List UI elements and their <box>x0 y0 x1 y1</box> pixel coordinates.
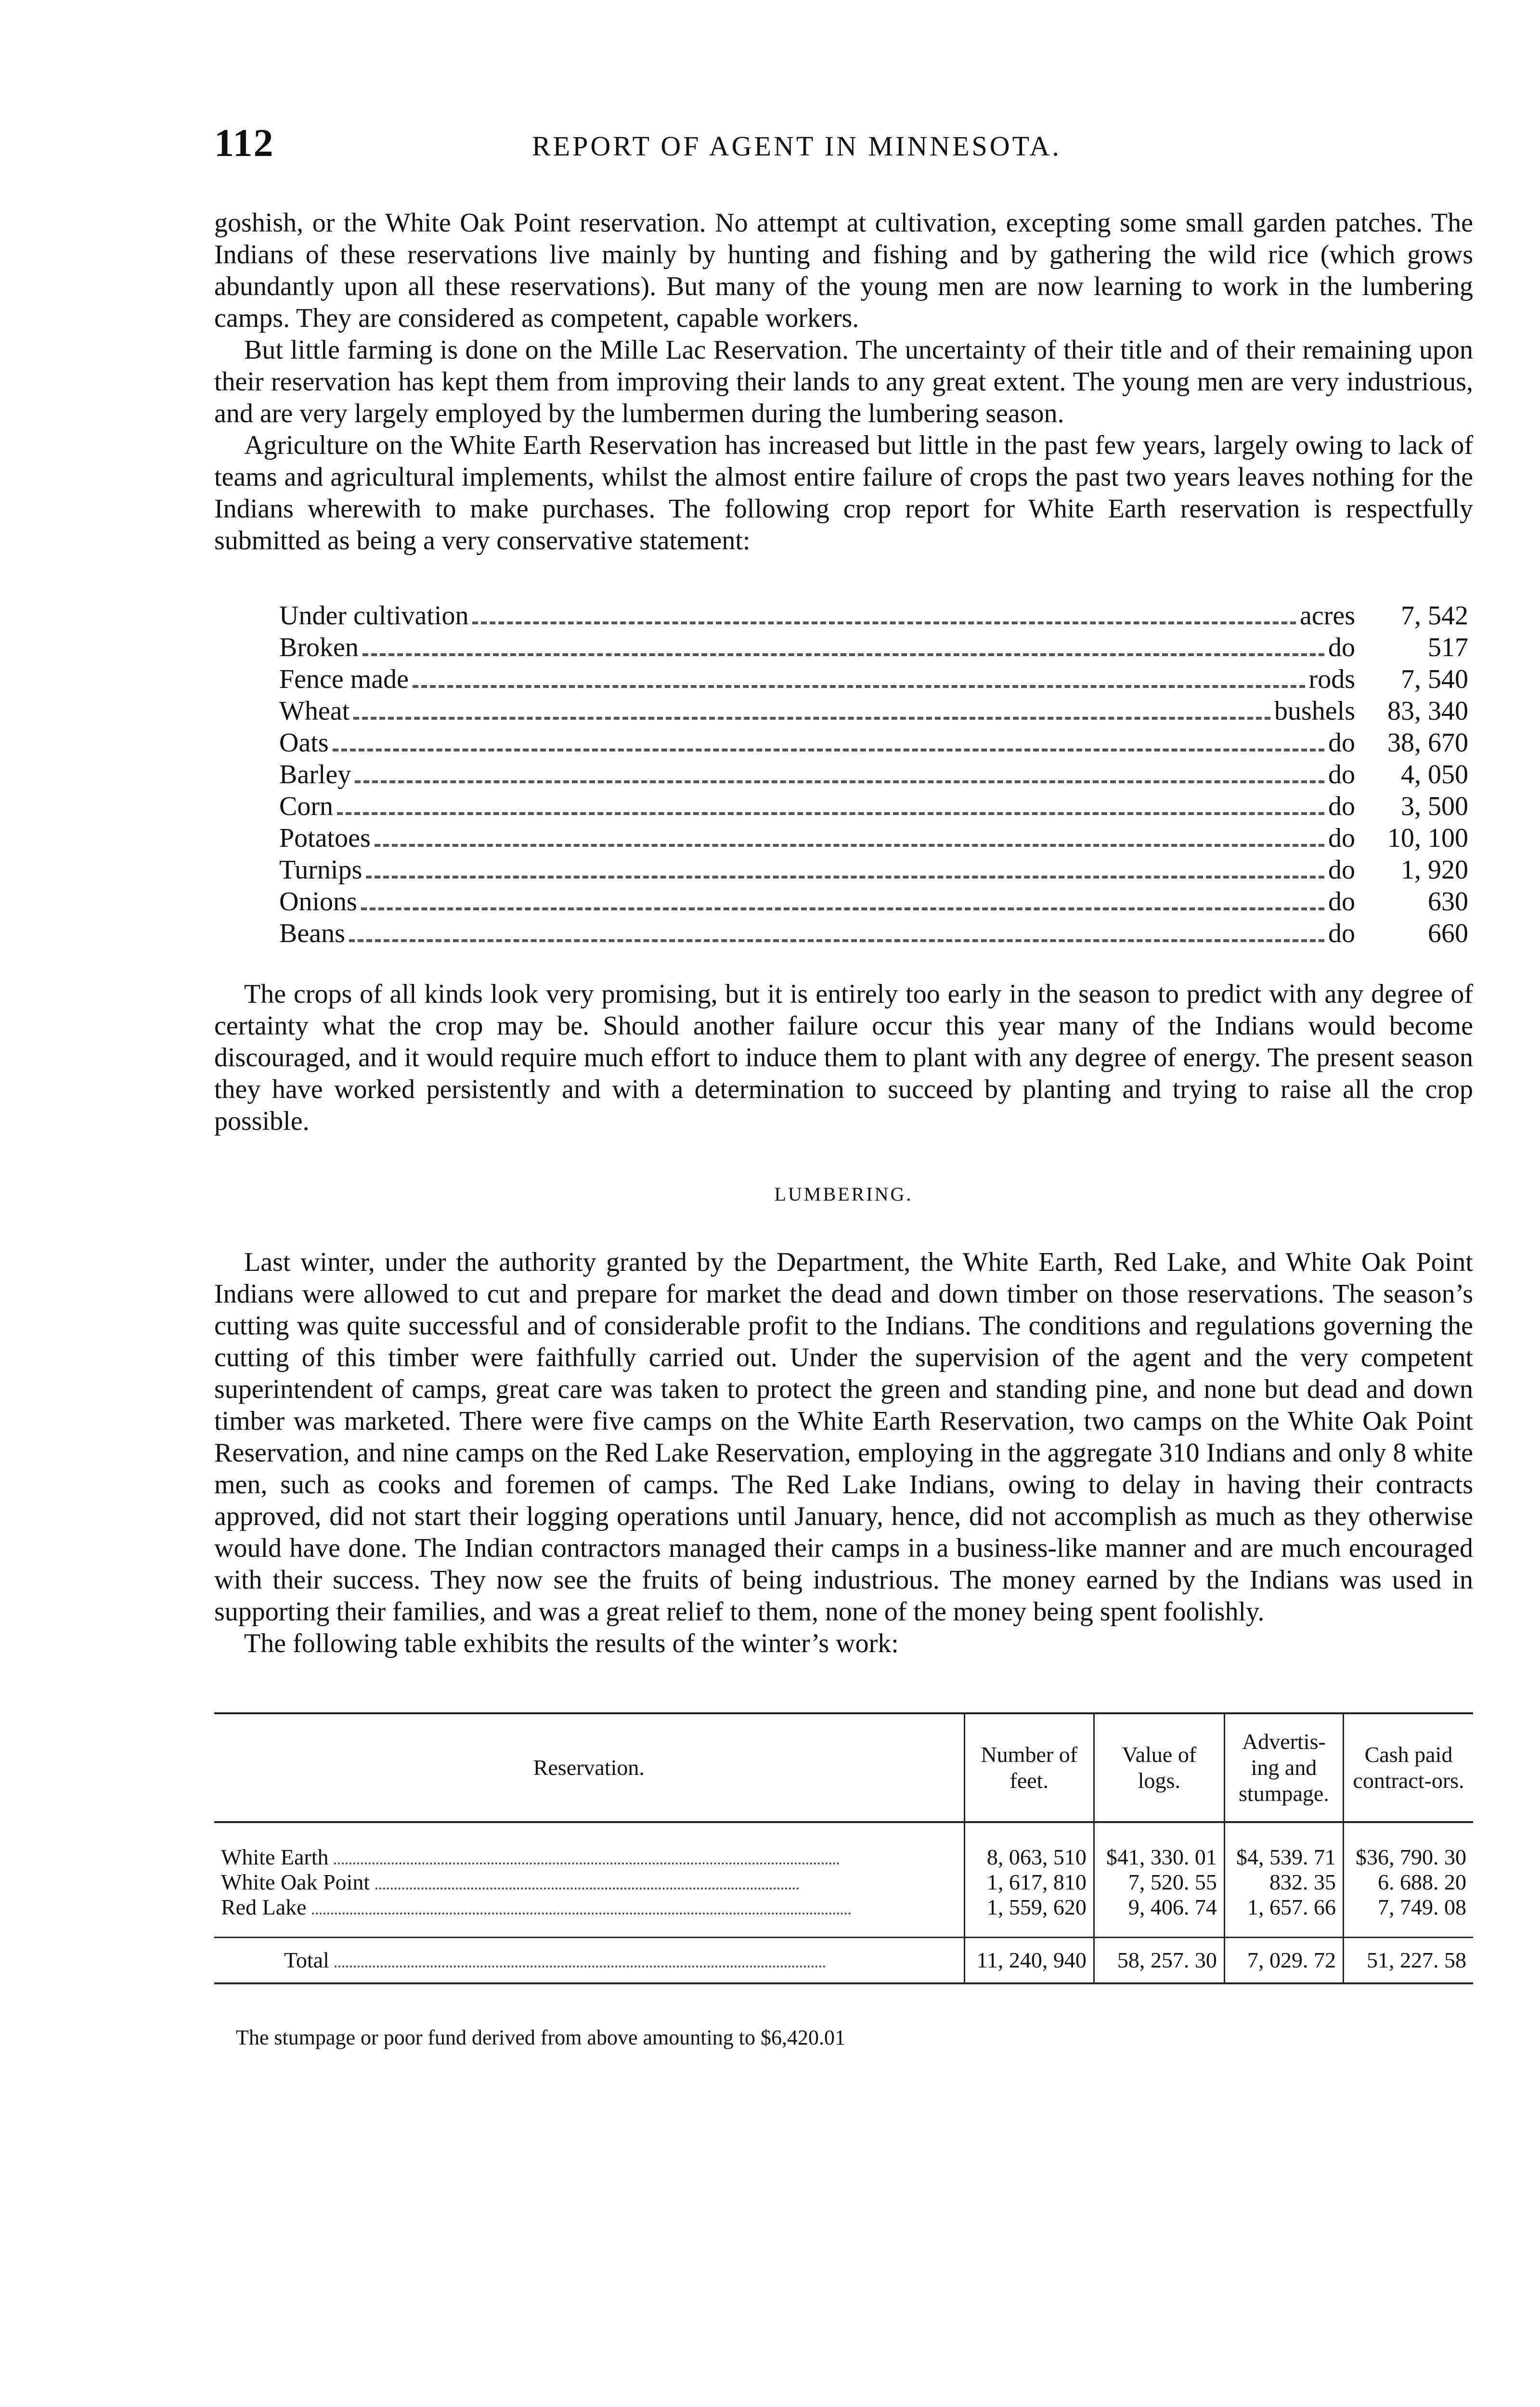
crop-unit: acres <box>1299 601 1355 631</box>
crop-unit: do <box>1328 760 1355 789</box>
crop-row <box>279 822 1468 854</box>
crop-unit: do <box>1328 887 1355 917</box>
crop-quantity: 83, 340 <box>1387 696 1468 726</box>
crop-row <box>279 886 1468 918</box>
crop-row <box>279 759 1468 790</box>
reservation-name: White Earth <box>221 1845 329 1869</box>
crop-quantity: 4, 050 <box>1401 760 1468 789</box>
value-cell: 7, 520. 55 <box>1094 1870 1224 1895</box>
table-body <box>214 1822 1473 1938</box>
crop-row <box>279 918 1468 949</box>
crop-quantity: 38, 670 <box>1387 728 1468 758</box>
dot-leader <box>312 1913 851 1915</box>
running-head: REPORT OF AGENT IN MINNESOTA. <box>532 130 1061 162</box>
crop-unit: do <box>1328 791 1355 821</box>
crop-item: Corn <box>279 791 333 821</box>
crop-unit: do <box>1328 919 1355 948</box>
paragraph-lumbering: Last winter, under the authority granted by the Department, the White Earth, Red Lake, and White Oak Point Indians were allowed to cut and prepare for market the dead and down timber on those reservations. The season’s cutting was quite successful and of considerable profit to the Indians. The conditions and regulations governing the cutting of this timber were faithfully carried out. Under the supervision of the agent and the very competent superintendent of camps, great care was taken to protect the green and standing pine, and none but dead and down timber was marketed. There were five camps on the White Earth Reservation, two camps on the White Oak Point Reservation, and nine camps on the Red Lake Reservation, employing in the aggregate 310 Indians and only 8 white men, such as cooks and foremen of camps. The Red Lake Indians, owing to delay in having their contracts approved, did not start their logging operations until January, hence, did not accomplish as much as they otherwise would have done. The Indian contractors managed their camps in a business-like manner and are much encouraged with their success. They now see the fruits of being industrious. The money earned by the Indians was used in supporting their families, and was a great relief to them, none of the money being spent foolishly. <box>214 1247 1473 1627</box>
crop-quantity: 517 <box>1428 633 1468 662</box>
crop-unit: do <box>1328 855 1355 885</box>
reservation-name: White Oak Point <box>221 1870 370 1894</box>
table-header-row <box>214 1713 1473 1822</box>
section-heading-lumbering: LUMBERING. <box>774 1183 913 1205</box>
dot-leader <box>375 1888 799 1889</box>
cash-cell: 6. 688. 20 <box>1344 1870 1474 1895</box>
paragraph-agriculture: Agriculture on the White Earth Reservation has increased but little in the past few years, largely owing to lack of teams and agricultural implements, whilst the almost entire failure of crops the past two years leaves nothing for the Indians wherewith to make purchases. The following crop report for White Earth reservation is respectfully submitted as being a very conservative statement: <box>214 430 1473 556</box>
crop-report-table <box>279 600 1468 949</box>
crop-row <box>279 600 1468 632</box>
total-label-cell <box>214 1938 964 1984</box>
crop-item: Turnips <box>279 855 362 885</box>
crop-item: Potatoes <box>279 823 371 853</box>
reservation-cell <box>214 1895 964 1938</box>
dash-leader <box>333 749 1324 751</box>
header-reservation: Reservation. <box>214 1713 964 1822</box>
advertising-cell: 1, 657. 66 <box>1224 1895 1343 1938</box>
feet-cell: 8, 063, 510 <box>964 1822 1094 1870</box>
crop-item: Wheat <box>279 696 350 726</box>
dot-leader <box>335 1966 826 1967</box>
dash-leader <box>375 844 1324 847</box>
total-label: Total <box>284 1948 329 1972</box>
cash-cell: $36, 790. 30 <box>1344 1822 1474 1870</box>
crop-row <box>279 790 1468 822</box>
cash-cell: 7, 749. 08 <box>1344 1895 1474 1938</box>
paragraph-reservations: goshish, or the White Oak Point reservation. No attempt at cultivation, excepting some small garden patches. The Indians of these reservations live mainly by hunting and fishing and by gathering the wild rice (which grows abundantly upon all these reservations). But many of the young men are now learning to work in the lumbering camps. They are considered as competent, capable workers. <box>214 208 1473 333</box>
header-advertising-stumpage: Advertis-ing and stumpage. <box>1224 1713 1343 1822</box>
crop-quantity: 3, 500 <box>1401 791 1468 821</box>
crop-item: Fence made <box>279 664 409 694</box>
page-body <box>214 207 1473 2050</box>
paragraph-mille-lac: But little farming is done on the Mille Lac Reservation. The uncertainty of their title and of their remaining upon their reservation has kept them from improving their lands to any great extent. The young men are very industrious, and are very largely employed by the lumbermen during the lumbering season. <box>214 335 1473 428</box>
dash-leader <box>353 717 1270 720</box>
crop-row <box>279 695 1468 727</box>
crop-quantity: 7, 540 <box>1401 664 1468 694</box>
header-number-of-feet: Number of feet. <box>964 1713 1094 1822</box>
crop-item: Broken <box>279 633 359 662</box>
reservation-cell <box>214 1870 964 1895</box>
paragraph-crop-outlook: The crops of all kinds look very promising, but it is entirely too early in the season to predict with any degree of certainty what the crop may be. Should another failure occur this year many of the Indians would become discouraged, and it would require much effort to induce them to plant with any degree of energy. The present season they have worked persistently and with a determination to succeed by planting and trying to raise all the crop possible. <box>214 979 1473 1136</box>
header-value-of-logs: Value of logs. <box>1094 1713 1224 1822</box>
crop-row <box>279 727 1468 759</box>
crop-item: Barley <box>279 760 351 789</box>
advertising-cell: 832. 35 <box>1224 1870 1343 1895</box>
advertising-cell: $4, 539. 71 <box>1224 1822 1343 1870</box>
dash-leader <box>337 812 1324 815</box>
value-cell: $41, 330. 01 <box>1094 1822 1224 1870</box>
feet-cell: 1, 617, 810 <box>964 1870 1094 1895</box>
value-cell: 9, 406. 74 <box>1094 1895 1224 1938</box>
dash-leader <box>355 780 1324 783</box>
crop-quantity: 10, 100 <box>1387 823 1468 853</box>
crop-unit: do <box>1328 728 1355 758</box>
dash-leader <box>472 621 1296 624</box>
crop-unit: do <box>1328 823 1355 853</box>
crop-unit: rods <box>1308 664 1355 694</box>
dot-leader <box>334 1863 840 1864</box>
dash-leader <box>349 939 1324 942</box>
crop-quantity: 660 <box>1428 919 1468 948</box>
crop-item: Beans <box>279 919 345 948</box>
dash-leader <box>361 907 1324 910</box>
crop-row <box>279 663 1468 695</box>
crop-quantity: 1, 920 <box>1401 855 1468 885</box>
reservation-name: Red Lake <box>221 1895 307 1919</box>
crop-row <box>279 632 1468 663</box>
lumbering-results-table <box>214 1712 1473 1984</box>
dash-leader <box>362 653 1324 656</box>
footnote: The stumpage or poor fund derived from above amounting to $6,420.01 <box>236 2026 845 2049</box>
total-value: 58, 257. 30 <box>1094 1938 1224 1984</box>
crop-quantity: 7, 542 <box>1401 601 1468 631</box>
page-number: 112 <box>214 121 274 165</box>
table-row <box>214 1822 1473 1870</box>
crop-quantity: 630 <box>1428 887 1468 917</box>
crop-item: Oats <box>279 728 329 758</box>
page-header <box>214 120 1466 173</box>
header-cash-paid: Cash paid contract-ors. <box>1344 1713 1474 1822</box>
table-row <box>214 1895 1473 1938</box>
total-advertising: 7, 029. 72 <box>1224 1938 1343 1984</box>
paragraph-table-intro: The following table exhibits the results of the winter’s work: <box>244 1629 899 1658</box>
crop-row <box>279 854 1468 886</box>
crop-unit: bushels <box>1274 696 1355 726</box>
crop-item: Onions <box>279 887 357 917</box>
reservation-cell <box>214 1822 964 1870</box>
crop-unit: do <box>1328 633 1355 662</box>
table-row <box>214 1870 1473 1895</box>
feet-cell: 1, 559, 620 <box>964 1895 1094 1938</box>
table-total-row <box>214 1938 1473 1984</box>
total-cash: 51, 227. 58 <box>1344 1938 1474 1984</box>
crop-item: Under cultivation <box>279 601 469 631</box>
total-feet: 11, 240, 940 <box>964 1938 1094 1984</box>
dash-leader <box>366 876 1324 879</box>
dash-leader <box>413 685 1305 688</box>
